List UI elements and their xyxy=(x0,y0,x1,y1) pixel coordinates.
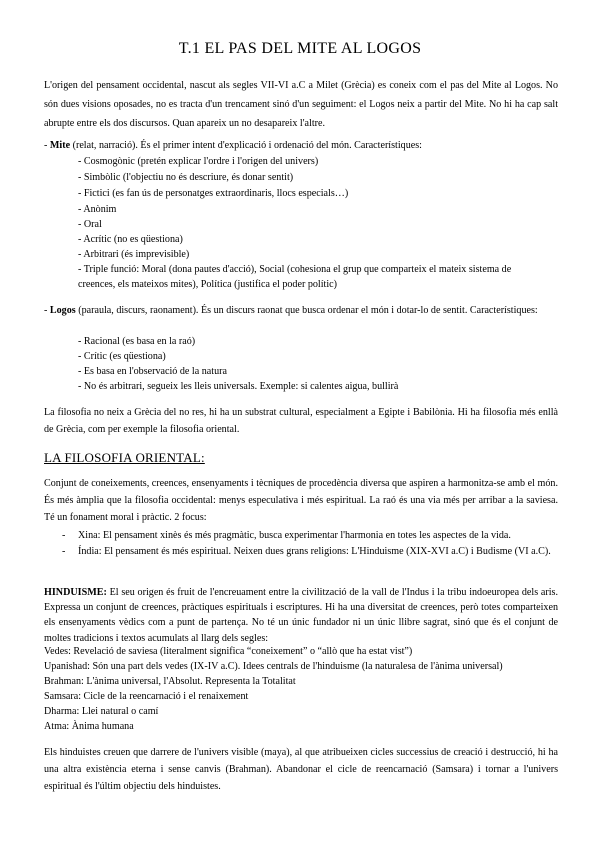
mite-item: - Fictici (es fan ús de personatges extraordinaris, llocs especials…) xyxy=(78,188,349,199)
mite-item: - Acrític (no es qüestiona) xyxy=(78,234,183,245)
mite-item-triple-funcio-cont: creences, els mateixos mites), Política (justifica el poder polític) xyxy=(78,279,337,290)
logos-item: - No és arbitrari, segueix les lleis universals. Exemple: si calentes aigua, bullirà xyxy=(78,381,399,392)
logos-item: - Es basa en l'observació de la natura xyxy=(78,366,227,377)
filosofia-note-paragraph: La filosofia no neix a Grècia del no res, hi ha un substrat cultural, especialment a Egipte i Babilònia. Hi ha filosofia més enllà de Grècia, com per exemple la filosofia oriental. xyxy=(44,407,558,436)
oriental-paragraph: Conjunt de coneixements, creences, ensenyaments i tècniques de procedència diversa que aspiren a harmonitza-se amb el món. És més àmplia que la filosofia occidental: menys especulativa i més espiritual. La raó és una via més per arribar a la saviesa. Té un fonament moral i pràctic. 2 focus: xyxy=(44,478,558,524)
mite-item: - Cosmogònic (pretén explicar l'ordre i l'origen del univers) xyxy=(78,156,319,167)
logos-item: - Racional (es basa en la raó) xyxy=(78,336,196,347)
bullet-text-xina: Xina: El pensament xinès és més pragmàtic, busca experimentar l'harmonia en totes les aspectes de la vida. xyxy=(78,530,511,541)
intro-paragraph: L'origen del pensament occidental, nascut als segles VII-VI a.C a Milet (Grècia) es coneix com el pas del Mite al Logos. No són dues visions oposades, no es tracta d'un trencament sinó d'un seguiment: el Logos neix a partir del Mite. No hi ha cap salt abrupte entre els dos discursos. Quan apareix un no desapareix l'altre. xyxy=(44,80,558,129)
definition-brahman: Brahman: L'ànima universal, l'Absolut. Representa la Totalitat xyxy=(44,676,296,687)
definition-upanishad: Upanishad: Són una part dels vedes (IX-IV a.C). Idees centrals de l'hinduisme (la naturalesa de l'ànima universal) xyxy=(44,661,503,672)
logos-prefix: - xyxy=(44,305,50,316)
definition-atma: Atma: Ànima humana xyxy=(44,721,134,732)
mite-definition xyxy=(44,139,558,153)
definition-samsara: Samsara: Cicle de la reencarnació i el renaixement xyxy=(44,691,249,702)
page-title: T.1 EL PAS DEL MITE AL LOGOS xyxy=(178,40,422,57)
mite-item: - Oral xyxy=(78,219,102,230)
bullet-text-india: Índia: El pensament és més espiritual. Neixen dues grans religions: L'Hinduisme (XIX-XVI a.C) i Budisme (VI a.C). xyxy=(78,546,551,557)
mite-description: (relat, narració). És el primer intent d'explicació i ordenació del món. Característiques: xyxy=(70,140,422,151)
logos-definition xyxy=(44,303,558,318)
mite-prefix: - xyxy=(44,140,50,151)
mite-item: - Simbòlic (l'objectiu no és descriure, és donar sentit) xyxy=(78,172,294,183)
hinduisme-description: El seu origen és fruit de l'encreuament entre la civilització de la vall de l'Indus i la tribu indoeuropea dels aris. Expressa un conjunt de creences, pràctiques espirituals i escriptures. Hi ha una diversitat de creences, però totes comparteixen els ensenyaments vèdics com a punt de partença. No té un únic fundador ni un únic llibre sagrat, sinó que és el conjunt de moltes tradicions i textos acumulats al llarg dels segles: xyxy=(44,587,558,644)
bullet-dash: - xyxy=(62,530,66,541)
definition-vedes: Vedes: Revelació de saviesa (literalment significa “coneixement” o “allò que ha estat vist”) xyxy=(44,646,413,657)
closing-paragraph: Els hinduistes creuen que darrere de l'univers visible (maya), al que atribueixen cicles successius de creació i destrucció, hi ha una altra existència eterna i sense canvis (Brahman). Abandonar el cicle de reencarnació (Samsara) i tornar a l'univers espiritual és l'últim objectiu dels hinduistes. xyxy=(44,747,558,793)
section-heading-filosofia-oriental: LA FILOSOFIA ORIENTAL: xyxy=(44,450,205,465)
logos-description: (paraula, discurs, raonament). És un discurs raonat que busca ordenar el món i dotar-lo de sentit. Característiques: xyxy=(75,305,538,316)
logos-item: - Crític (es qüestiona) xyxy=(78,351,166,362)
mite-item: - Anònim xyxy=(78,204,117,215)
hinduisme-paragraph xyxy=(44,585,558,646)
mite-item: - Arbitrari (és imprevisible) xyxy=(78,249,190,260)
mite-item-triple-funcio: - Triple funció: Moral (dona pautes d'acció), Social (cohesiona el grup que comparteix el mateix sistema de xyxy=(78,264,512,275)
bullet-dash: - xyxy=(62,546,66,557)
definition-dharma: Dharma: Llei natural o camí xyxy=(44,706,159,717)
logos-term: Logos xyxy=(49,305,76,316)
mite-term: Mite xyxy=(49,140,71,151)
hinduisme-term: HINDUISME: xyxy=(44,587,107,598)
